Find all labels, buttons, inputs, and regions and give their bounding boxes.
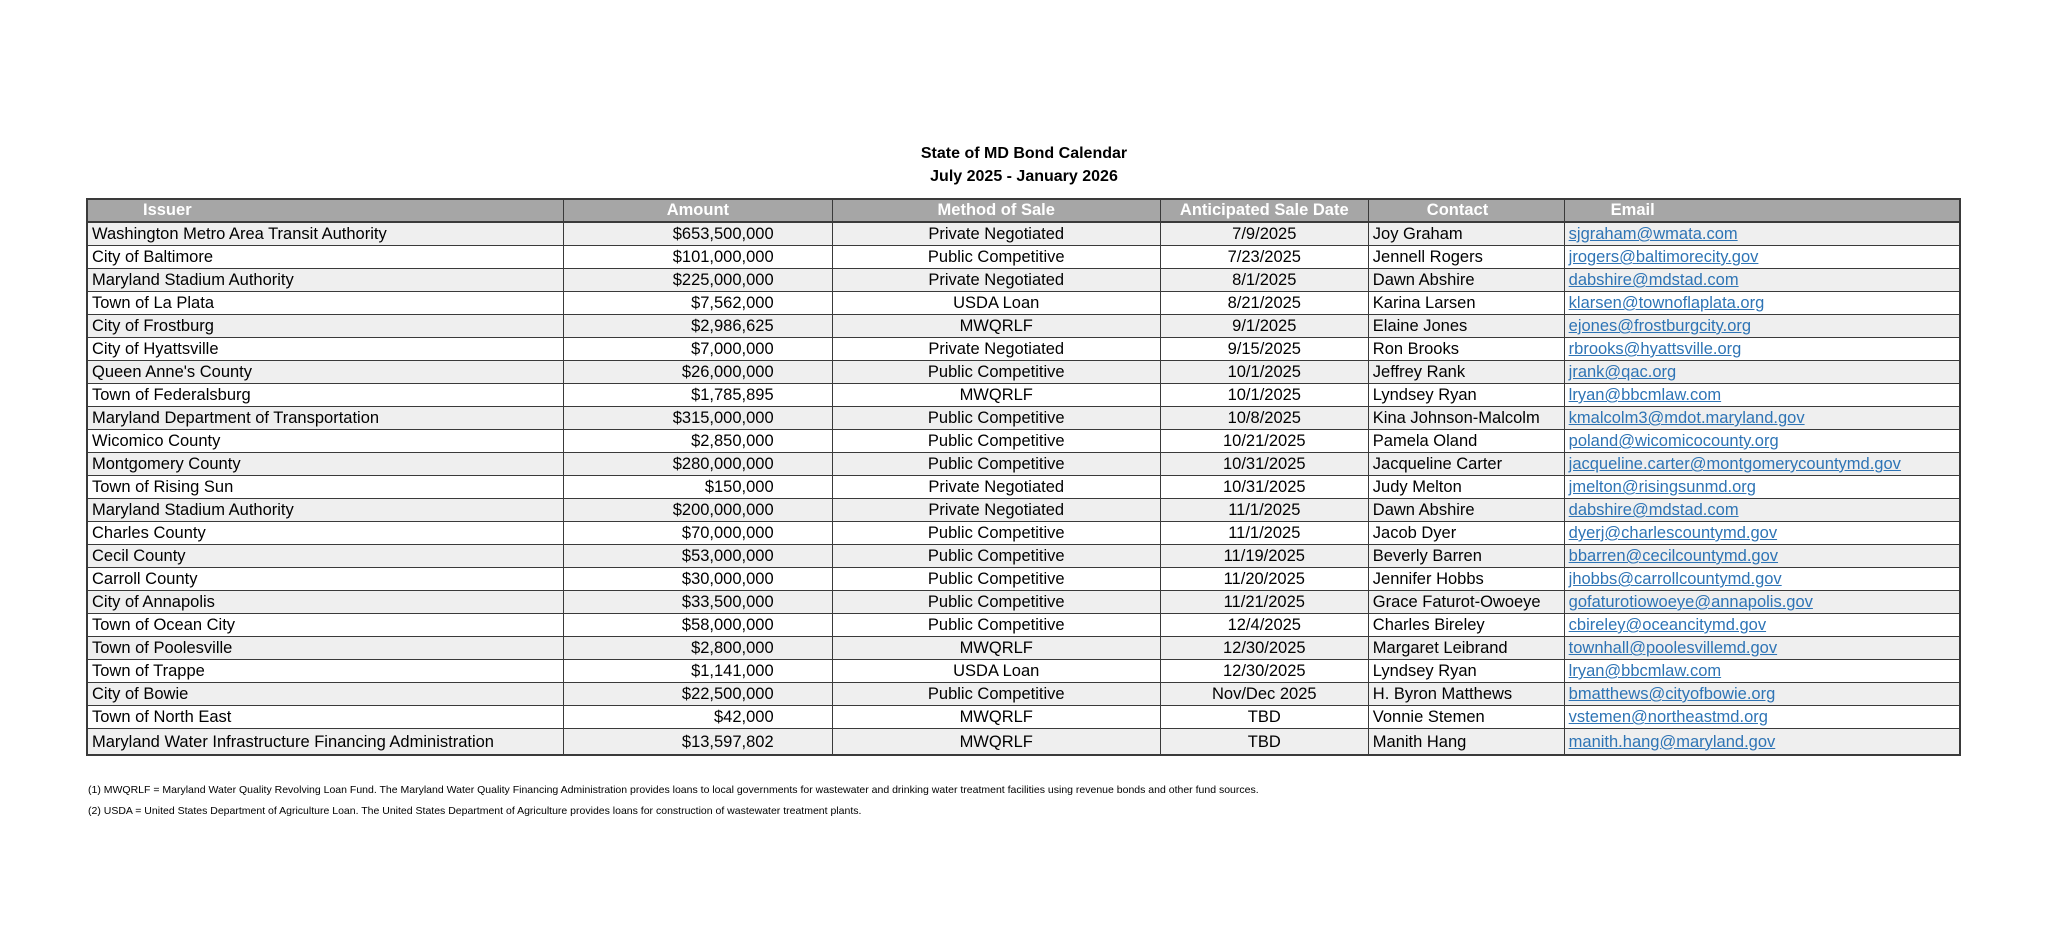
cell-method-of-sale: Public Competitive [832,683,1160,706]
cell-contact: Joy Graham [1368,222,1564,246]
cell-amount: $53,000,000 [564,545,833,568]
cell-issuer: Town of Poolesville [87,637,564,660]
cell-email [1564,407,1960,430]
cell-amount: $7,562,000 [564,292,833,315]
cell-issuer: Town of Ocean City [87,614,564,637]
table-row [87,453,1960,476]
cell-amount: $30,000,000 [564,568,833,591]
cell-email [1564,269,1960,292]
cell-email [1564,637,1960,660]
cell-email [1564,453,1960,476]
cell-method-of-sale: MWQRLF [832,315,1160,338]
header-method-of-sale: Method of Sale [832,199,1160,222]
table-row [87,338,1960,361]
cell-method-of-sale: Public Competitive [832,361,1160,384]
cell-issuer: Maryland Department of Transportation [87,407,564,430]
cell-sale-date: 10/8/2025 [1160,407,1368,430]
cell-contact: Jennell Rogers [1368,246,1564,269]
cell-method-of-sale: Private Negotiated [832,338,1160,361]
cell-amount: $2,850,000 [564,430,833,453]
table-row [87,568,1960,591]
cell-issuer: Cecil County [87,545,564,568]
cell-sale-date: 9/1/2025 [1160,315,1368,338]
cell-issuer: Charles County [87,522,564,545]
table-row [87,269,1960,292]
cell-amount: $70,000,000 [564,522,833,545]
cell-contact: Lyndsey Ryan [1368,384,1564,407]
email-link[interactable]: dyerj@charlescountymd.gov [1568,524,1778,542]
cell-contact: Jacob Dyer [1368,522,1564,545]
cell-amount: $150,000 [564,476,833,499]
cell-amount: $2,986,625 [564,315,833,338]
email-link[interactable]: ejones@frostburgcity.org [1568,317,1752,335]
cell-email [1564,591,1960,614]
cell-contact: H. Byron Matthews [1368,683,1564,706]
cell-method-of-sale: Public Competitive [832,568,1160,591]
cell-contact: Kina Johnson-Malcolm [1368,407,1564,430]
cell-email [1564,430,1960,453]
cell-email [1564,522,1960,545]
cell-sale-date: 11/20/2025 [1160,568,1368,591]
header-email: Email [1564,199,1960,222]
email-link[interactable]: jacqueline.carter@montgomerycountymd.gov [1568,455,1901,473]
bond-calendar-table [86,198,1961,756]
cell-contact: Grace Faturot-Owoeye [1368,591,1564,614]
cell-amount: $225,000,000 [564,269,833,292]
cell-contact: Pamela Oland [1368,430,1564,453]
cell-method-of-sale: Private Negotiated [832,476,1160,499]
cell-issuer: City of Bowie [87,683,564,706]
cell-method-of-sale: Public Competitive [832,453,1160,476]
cell-issuer: Town of Rising Sun [87,476,564,499]
cell-amount: $280,000,000 [564,453,833,476]
cell-sale-date: 11/1/2025 [1160,522,1368,545]
cell-sale-date: Nov/Dec 2025 [1160,683,1368,706]
cell-amount: $22,500,000 [564,683,833,706]
cell-contact: Jacqueline Carter [1368,453,1564,476]
table-row [87,660,1960,683]
cell-sale-date: 11/21/2025 [1160,591,1368,614]
cell-sale-date: 10/31/2025 [1160,453,1368,476]
cell-issuer: Maryland Water Infrastructure Financing Administration [87,729,564,756]
email-link[interactable]: jhobbs@carrollcountymd.gov [1568,570,1782,588]
cell-email [1564,568,1960,591]
cell-sale-date: 7/9/2025 [1160,222,1368,246]
cell-method-of-sale: MWQRLF [832,729,1160,756]
cell-issuer: Maryland Stadium Authority [87,269,564,292]
email-link[interactable]: dabshire@mdstad.com [1568,501,1739,519]
email-link[interactable]: klarsen@townoflaplata.org [1568,294,1765,312]
cell-method-of-sale: Public Competitive [832,545,1160,568]
cell-sale-date: 12/30/2025 [1160,637,1368,660]
cell-sale-date: 10/21/2025 [1160,430,1368,453]
cell-contact: Ron Brooks [1368,338,1564,361]
footnote-mwqrlf: (1) MWQRLF = Maryland Water Quality Revolving Loan Fund. The Maryland Water Quality Financing Administration provides loans to local governments for wastewater and drinking water treatment facilities using revenue bonds and other fund sources. [88,784,1259,796]
cell-amount: $58,000,000 [564,614,833,637]
table-row [87,522,1960,545]
cell-sale-date: 9/15/2025 [1160,338,1368,361]
cell-sale-date: 12/30/2025 [1160,660,1368,683]
cell-issuer: Town of North East [87,706,564,729]
table-body [87,222,1960,755]
email-link[interactable]: rbrooks@hyattsville.org [1568,340,1742,358]
footnote-usda: (2) USDA = United States Department of Agriculture Loan. The United States Department of Agriculture provides loans for construction of wastewater treatment plants. [88,805,862,817]
cell-contact: Lyndsey Ryan [1368,660,1564,683]
cell-amount: $200,000,000 [564,499,833,522]
cell-method-of-sale: MWQRLF [832,637,1160,660]
cell-amount: $33,500,000 [564,591,833,614]
email-link[interactable]: jmelton@risingsunmd.org [1568,478,1756,496]
cell-amount: $653,500,000 [564,222,833,246]
cell-contact: Elaine Jones [1368,315,1564,338]
title-line-1: State of MD Bond Calendar [920,145,1128,162]
table-row [87,246,1960,269]
email-link[interactable]: jrogers@baltimorecity.gov [1568,248,1759,266]
cell-sale-date: 10/31/2025 [1160,476,1368,499]
cell-sale-date: 11/19/2025 [1160,545,1368,568]
cell-method-of-sale: MWQRLF [832,706,1160,729]
footnotes [88,780,1259,822]
cell-method-of-sale: Public Competitive [832,591,1160,614]
cell-issuer: City of Hyattsville [87,338,564,361]
cell-email [1564,246,1960,269]
email-link[interactable]: vstemen@northeastmd.org [1568,708,1768,726]
cell-email [1564,660,1960,683]
cell-email [1564,338,1960,361]
cell-sale-date: 8/1/2025 [1160,269,1368,292]
cell-email [1564,361,1960,384]
cell-contact: Margaret Leibrand [1368,637,1564,660]
cell-email [1564,292,1960,315]
cell-method-of-sale: Public Competitive [832,407,1160,430]
cell-issuer: City of Baltimore [87,246,564,269]
cell-issuer: Wicomico County [87,430,564,453]
cell-sale-date: 12/4/2025 [1160,614,1368,637]
header-anticipated-sale-date: Anticipated Sale Date [1160,199,1368,222]
table-row [87,430,1960,453]
cell-method-of-sale: Public Competitive [832,430,1160,453]
email-link[interactable]: kmalcolm3@mdot.maryland.gov [1568,409,1805,427]
cell-method-of-sale: Public Competitive [832,246,1160,269]
header-contact: Contact [1368,199,1564,222]
cell-contact: Beverly Barren [1368,545,1564,568]
cell-issuer: Washington Metro Area Transit Authority [87,222,564,246]
cell-sale-date: TBD [1160,706,1368,729]
cell-email [1564,499,1960,522]
cell-contact: Karina Larsen [1368,292,1564,315]
email-link[interactable]: bmatthews@cityofbowie.org [1568,685,1776,703]
table-row [87,292,1960,315]
cell-issuer: City of Annapolis [87,591,564,614]
cell-contact: Dawn Abshire [1368,269,1564,292]
title-line-2: July 2025 - January 2026 [930,168,1118,185]
email-link[interactable]: cbireley@oceancitymd.gov [1568,616,1767,634]
cell-contact: Dawn Abshire [1368,499,1564,522]
cell-amount: $1,785,895 [564,384,833,407]
cell-amount: $13,597,802 [564,729,833,756]
table-row [87,476,1960,499]
cell-contact: Jeffrey Rank [1368,361,1564,384]
email-link[interactable]: bbarren@cecilcountymd.gov [1568,547,1779,565]
table-row [87,407,1960,430]
cell-amount: $1,141,000 [564,660,833,683]
cell-method-of-sale: Public Competitive [832,614,1160,637]
cell-amount: $42,000 [564,706,833,729]
cell-sale-date: 7/23/2025 [1160,246,1368,269]
cell-sale-date: 10/1/2025 [1160,361,1368,384]
cell-email [1564,614,1960,637]
table-row [87,361,1960,384]
cell-amount: $26,000,000 [564,361,833,384]
cell-email [1564,683,1960,706]
email-link[interactable]: jrank@qac.org [1568,363,1677,381]
document-title [0,142,2048,188]
cell-sale-date: 10/1/2025 [1160,384,1368,407]
cell-issuer: Queen Anne's County [87,361,564,384]
header-row [87,199,1960,222]
email-link[interactable]: lryan@bbcmlaw.com [1568,386,1722,404]
cell-email [1564,315,1960,338]
cell-contact: Charles Bireley [1368,614,1564,637]
table-row [87,683,1960,706]
header-amount: Amount [564,199,833,222]
cell-issuer: Carroll County [87,568,564,591]
cell-issuer: City of Frostburg [87,315,564,338]
cell-email [1564,384,1960,407]
table-row [87,729,1960,756]
table-row [87,545,1960,568]
cell-contact: Jennifer Hobbs [1368,568,1564,591]
table-row [87,614,1960,637]
cell-contact: Manith Hang [1368,729,1564,756]
table-row [87,499,1960,522]
cell-email [1564,222,1960,246]
cell-email [1564,706,1960,729]
cell-method-of-sale: USDA Loan [832,660,1160,683]
email-link[interactable]: poland@wicomicocounty.org [1568,432,1779,450]
cell-method-of-sale: Public Competitive [832,522,1160,545]
cell-issuer: Town of Federalsburg [87,384,564,407]
header-issuer: Issuer [87,199,564,222]
cell-amount: $315,000,000 [564,407,833,430]
table-row [87,315,1960,338]
email-link[interactable]: townhall@poolesvillemd.gov [1568,639,1778,657]
cell-issuer: Town of Trappe [87,660,564,683]
cell-sale-date: 8/21/2025 [1160,292,1368,315]
cell-method-of-sale: USDA Loan [832,292,1160,315]
cell-sale-date: 11/1/2025 [1160,499,1368,522]
cell-method-of-sale: Private Negotiated [832,499,1160,522]
cell-issuer: Montgomery County [87,453,564,476]
cell-amount: $7,000,000 [564,338,833,361]
cell-issuer: Town of La Plata [87,292,564,315]
cell-method-of-sale: Private Negotiated [832,222,1160,246]
cell-sale-date: TBD [1160,729,1368,756]
cell-email [1564,476,1960,499]
cell-amount: $101,000,000 [564,246,833,269]
cell-email [1564,545,1960,568]
table-row [87,591,1960,614]
cell-issuer: Maryland Stadium Authority [87,499,564,522]
cell-contact: Vonnie Stemen [1368,706,1564,729]
email-link[interactable]: manith.hang@maryland.gov [1568,732,1776,751]
email-link[interactable]: dabshire@mdstad.com [1568,271,1739,289]
cell-method-of-sale: Private Negotiated [832,269,1160,292]
cell-email [1564,729,1960,756]
table-row [87,222,1960,246]
email-link[interactable]: sjgraham@wmata.com [1568,225,1738,243]
table-row [87,706,1960,729]
table-row [87,384,1960,407]
table-row [87,637,1960,660]
cell-amount: $2,800,000 [564,637,833,660]
email-link[interactable]: gofaturotiowoeye@annapolis.gov [1568,593,1813,611]
cell-method-of-sale: MWQRLF [832,384,1160,407]
cell-contact: Judy Melton [1368,476,1564,499]
email-link[interactable]: lryan@bbcmlaw.com [1568,662,1722,680]
